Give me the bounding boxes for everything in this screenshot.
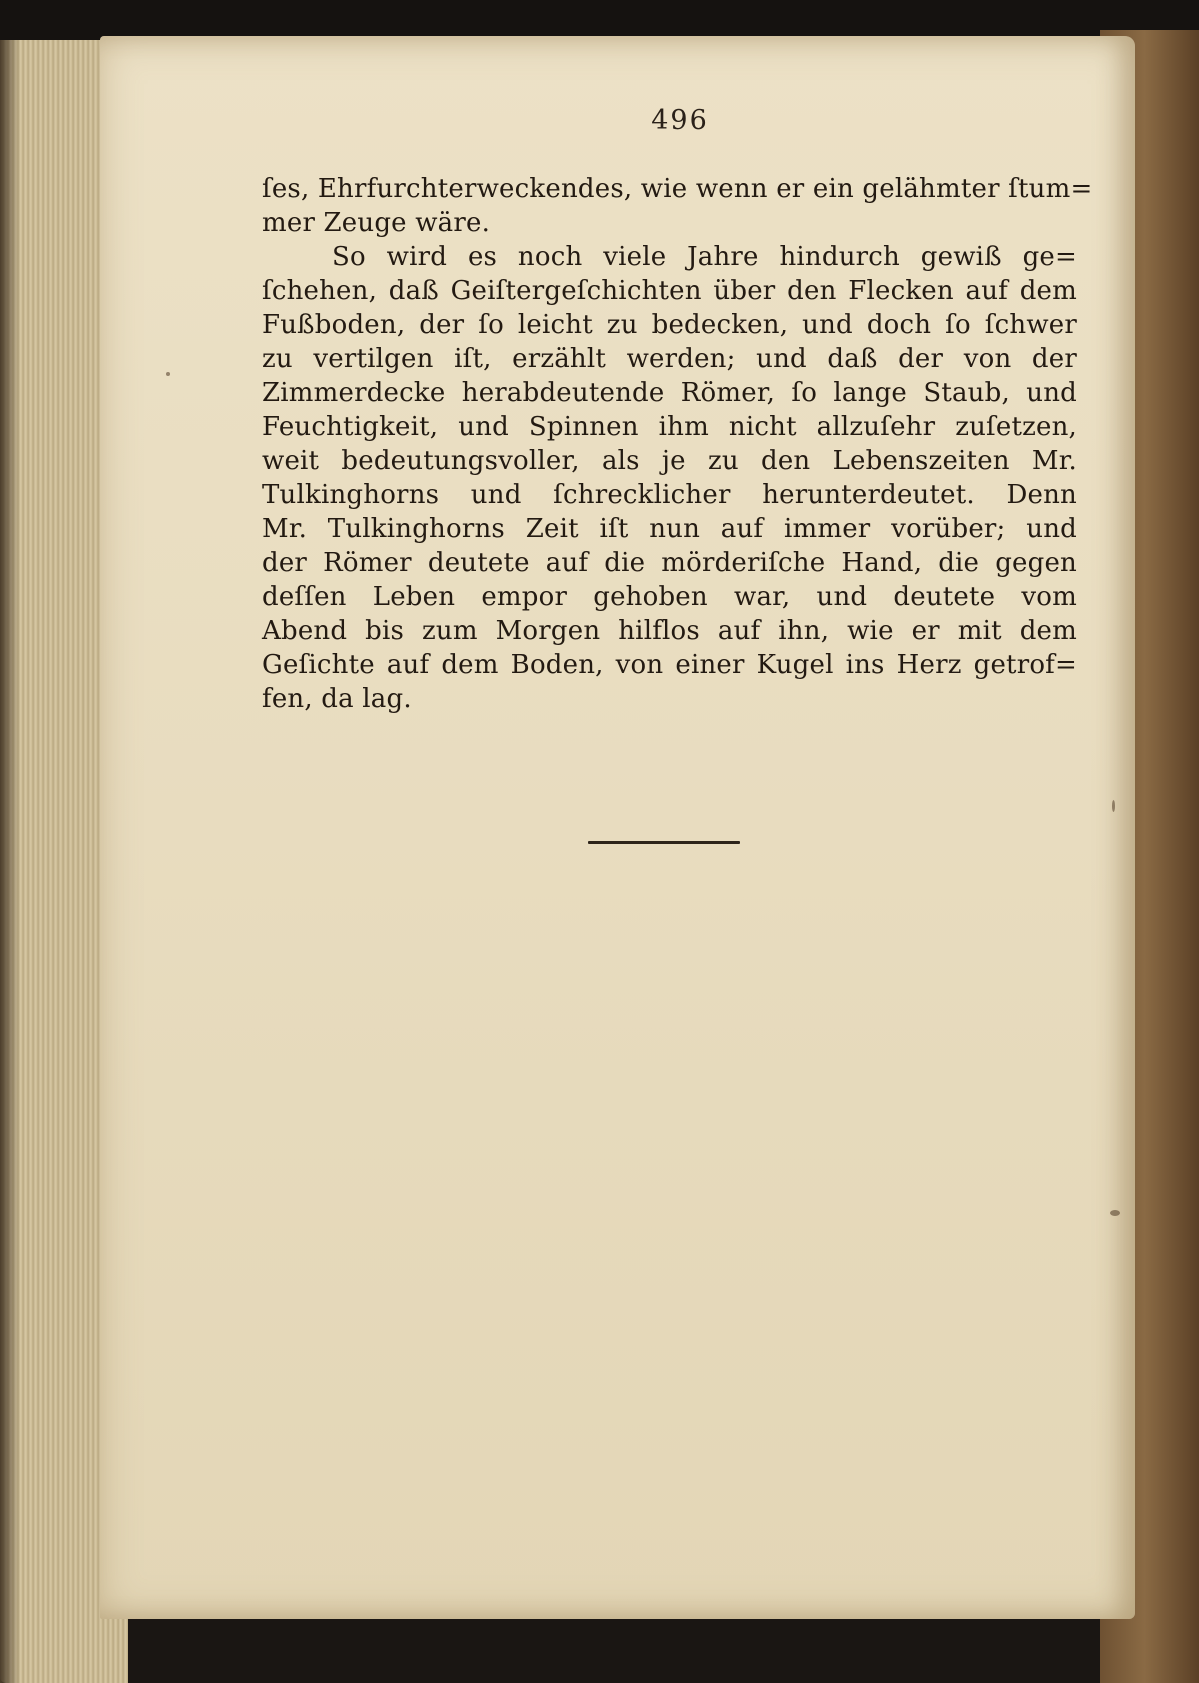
text-line: weit bedeutungsvoller, als je zu den Lebenszeiten Mr.	[262, 446, 1077, 476]
text-line: Mr. Tulkinghorns Zeit iſt nun auf immer vorüber; und	[262, 514, 1077, 544]
text-line: mer Zeuge wäre.	[262, 208, 491, 238]
paper-speck	[1110, 1210, 1120, 1216]
text-line: So wird es noch viele Jahre hindurch gewiß ge=	[332, 242, 1077, 272]
text-line: Fußboden, der ſo leicht zu bedecken, und doch ſo ſchwer	[262, 310, 1077, 340]
page-number: 496	[651, 105, 709, 136]
text-line: fen, da lag.	[262, 684, 412, 714]
text-line: Feuchtigkeit, und Spinnen ihm nicht allzuſehr zuſetzen,	[262, 412, 1077, 442]
text-line: Abend bis zum Morgen hilflos auf ihn, wie er mit dem	[262, 616, 1077, 646]
text-line: Zimmerdecke herabdeutende Römer, ſo lange Staub, und	[262, 378, 1077, 408]
page-stack-shadow	[0, 40, 20, 1683]
text-line: ſchehen, daß Geiſtergeſchichten über den Flecken auf dem	[262, 276, 1077, 306]
text-line: Geſichte auf dem Boden, von einer Kugel ins Herz getrof=	[262, 650, 1077, 680]
text-line: der Römer deutete auf die mörderiſche Hand, die gegen	[262, 548, 1077, 578]
paper-speck	[166, 372, 170, 376]
text-line: zu vertilgen iſt, erzählt werden; und daß der von der	[262, 344, 1077, 374]
text-line: deſſen Leben empor gehoben war, und deutete vom	[262, 582, 1077, 612]
text-line: Tulkinghorns und ſchrecklicher herunterdeutet. Denn	[262, 480, 1077, 510]
paper-speck	[1112, 800, 1115, 812]
section-divider-rule	[588, 841, 740, 844]
text-line: ſes, Ehrfurchterweckendes, wie wenn er ein gelähmter ſtum=	[262, 174, 1093, 204]
